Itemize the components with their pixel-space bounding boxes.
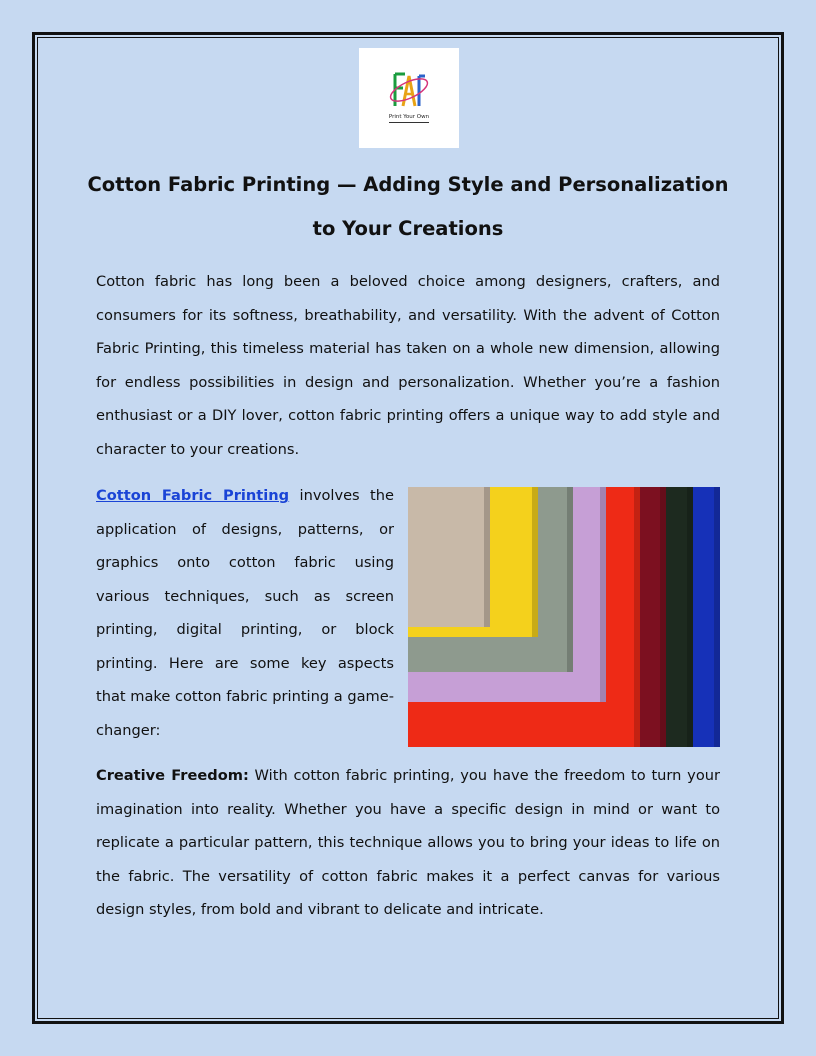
fabric-fold-shadow <box>532 487 538 637</box>
printing-description-text: involves the application of designs, patterns, or graphics onto cotton fabric using various techniques, such as screen printing, digital printing, or block printing. Here are some key aspects that make cotton fabric printing a game-changer: <box>96 487 395 739</box>
fabric-fold-shadow <box>600 487 606 702</box>
fabric-fold-shadow <box>634 487 640 747</box>
logo-caption: Print Your Own <box>388 114 430 120</box>
fabric-fold-shadow <box>567 487 573 672</box>
logo-mark-icon <box>387 68 431 112</box>
logo-underline <box>389 122 429 123</box>
fabric-fold-shadow <box>660 487 666 747</box>
creative-freedom-paragraph <box>96 759 720 927</box>
fabric-fold-shadow <box>484 487 490 627</box>
creative-freedom-text: With cotton fabric printing, you have the freedom to turn your imagination into reality. Whether you have a specific design in mind or want to replicate a particular pattern, this technique allows you to bring your ideas to life on the fabric. The versatility of cotton fabric makes it a perfect canvas for various design styles, from bold and vibrant to delicate and intricate. <box>96 767 720 918</box>
intro-paragraph: Cotton fabric has long been a beloved choice among designers, crafters, and consumers for its softness, breathability, and versatility. With the advent of Cotton Fabric Printing, this timeless material has taken on a whole new dimension, allowing for endless possibilities in design and personalization. Whether you’re a fashion enthusiast or a DIY lover, cotton fabric printing offers a unique way to add style and character to your creations. <box>96 273 720 458</box>
fabric-fold-shadow <box>687 487 693 747</box>
fabric-fold-shadow <box>714 487 720 747</box>
fabric-stack-image <box>408 487 720 747</box>
fabric-swatch <box>408 487 490 627</box>
page-title: Cotton Fabric Printing — Adding Style and Personalization to Your Creations <box>87 173 729 240</box>
creative-freedom-heading: Creative Freedom: <box>96 767 249 784</box>
printing-description-paragraph <box>96 479 394 747</box>
fabric-stack-illustration <box>408 487 720 747</box>
cotton-fabric-printing-link[interactable]: Cotton Fabric Printing <box>96 487 290 504</box>
brand-logo <box>359 48 459 148</box>
